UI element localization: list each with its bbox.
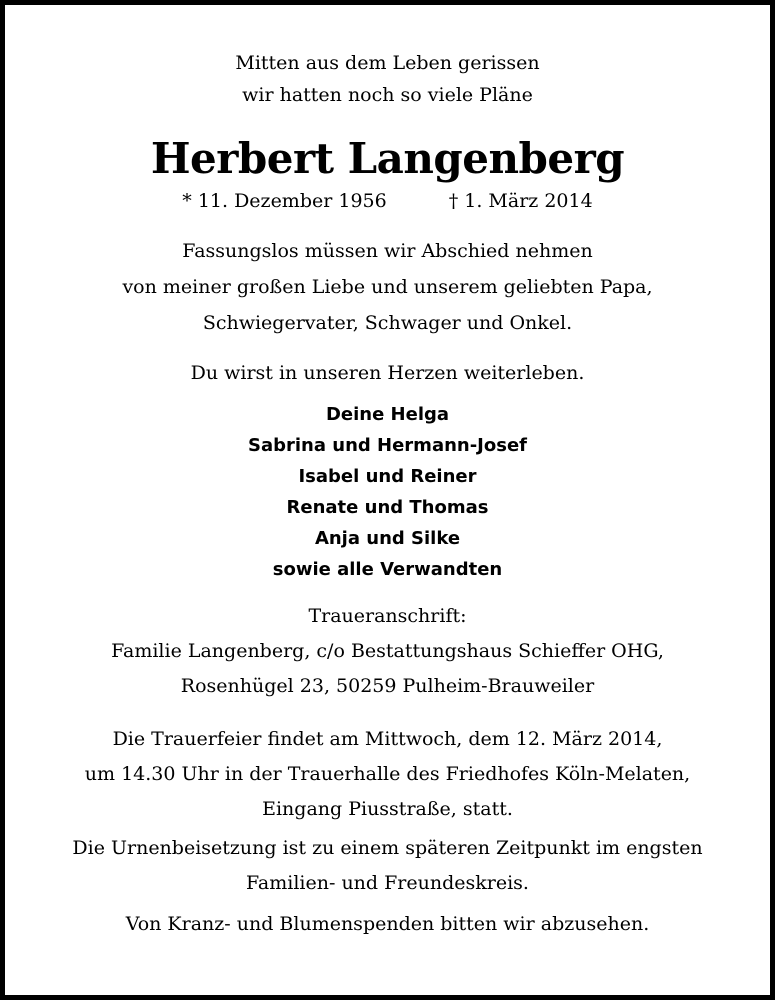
ceremony-line: um 14.30 Uhr in der Trauerhalle des Friedhofes Köln-Melaten, (84, 763, 691, 785)
life-dates (5, 187, 770, 215)
address-line: Rosenhügel 23, 50259 Pulheim-Brauweiler (180, 675, 595, 697)
birth-date: * 11. Dezember 1956 (182, 190, 387, 212)
urn-burial-info (5, 831, 770, 901)
urn-line: Die Urnenbeisetzung ist zu einem späteren Zeitpunkt im engsten (72, 837, 703, 859)
mourner: Sabrina und Hermann-Josef (247, 435, 528, 456)
obituary-notice (5, 5, 770, 942)
funeral-ceremony-info (5, 722, 770, 827)
mourner: Isabel und Reiner (298, 466, 477, 487)
ceremony-line: Die Trauerfeier findet am Mittwoch, dem 12. März 2014, (112, 728, 663, 750)
mourner: Renate und Thomas (286, 497, 489, 518)
motto-line: wir hatten noch so viele Pläne (242, 84, 533, 106)
death-date: † 1. März 2014 (448, 190, 593, 212)
message-line: Schwiegervater, Schwager und Onkel. (202, 312, 573, 334)
motto (5, 47, 770, 111)
farewell-message (5, 233, 770, 341)
address-line: Traueranschrift: (308, 605, 467, 627)
ceremony-line: Eingang Piusstraße, statt. (262, 798, 513, 820)
mourners-list (5, 399, 770, 585)
motto-line: Mitten aus dem Leben gerissen (235, 52, 540, 74)
message-line: von meiner großen Liebe und unserem geliebten Papa, (122, 276, 653, 298)
mourner: Anja und Silke (314, 528, 461, 549)
message-line: Fassungslos müssen wir Abschied nehmen (182, 240, 593, 262)
address-line: Familie Langenberg, c/o Bestattungshaus Schieffer OHG, (111, 640, 664, 662)
urn-line: Familien- und Freundeskreis. (246, 872, 529, 894)
mourner: Deine Helga (325, 404, 450, 425)
mourner: sowie alle Verwandten (272, 559, 503, 580)
mourning-address (5, 599, 770, 704)
deceased-name: Herbert Langenberg (150, 134, 625, 183)
closing-line: Du wirst in unseren Herzen weiterleben. (190, 362, 585, 384)
flowers-note: Von Kranz- und Blumenspenden bitten wir abzusehen. (125, 913, 650, 935)
